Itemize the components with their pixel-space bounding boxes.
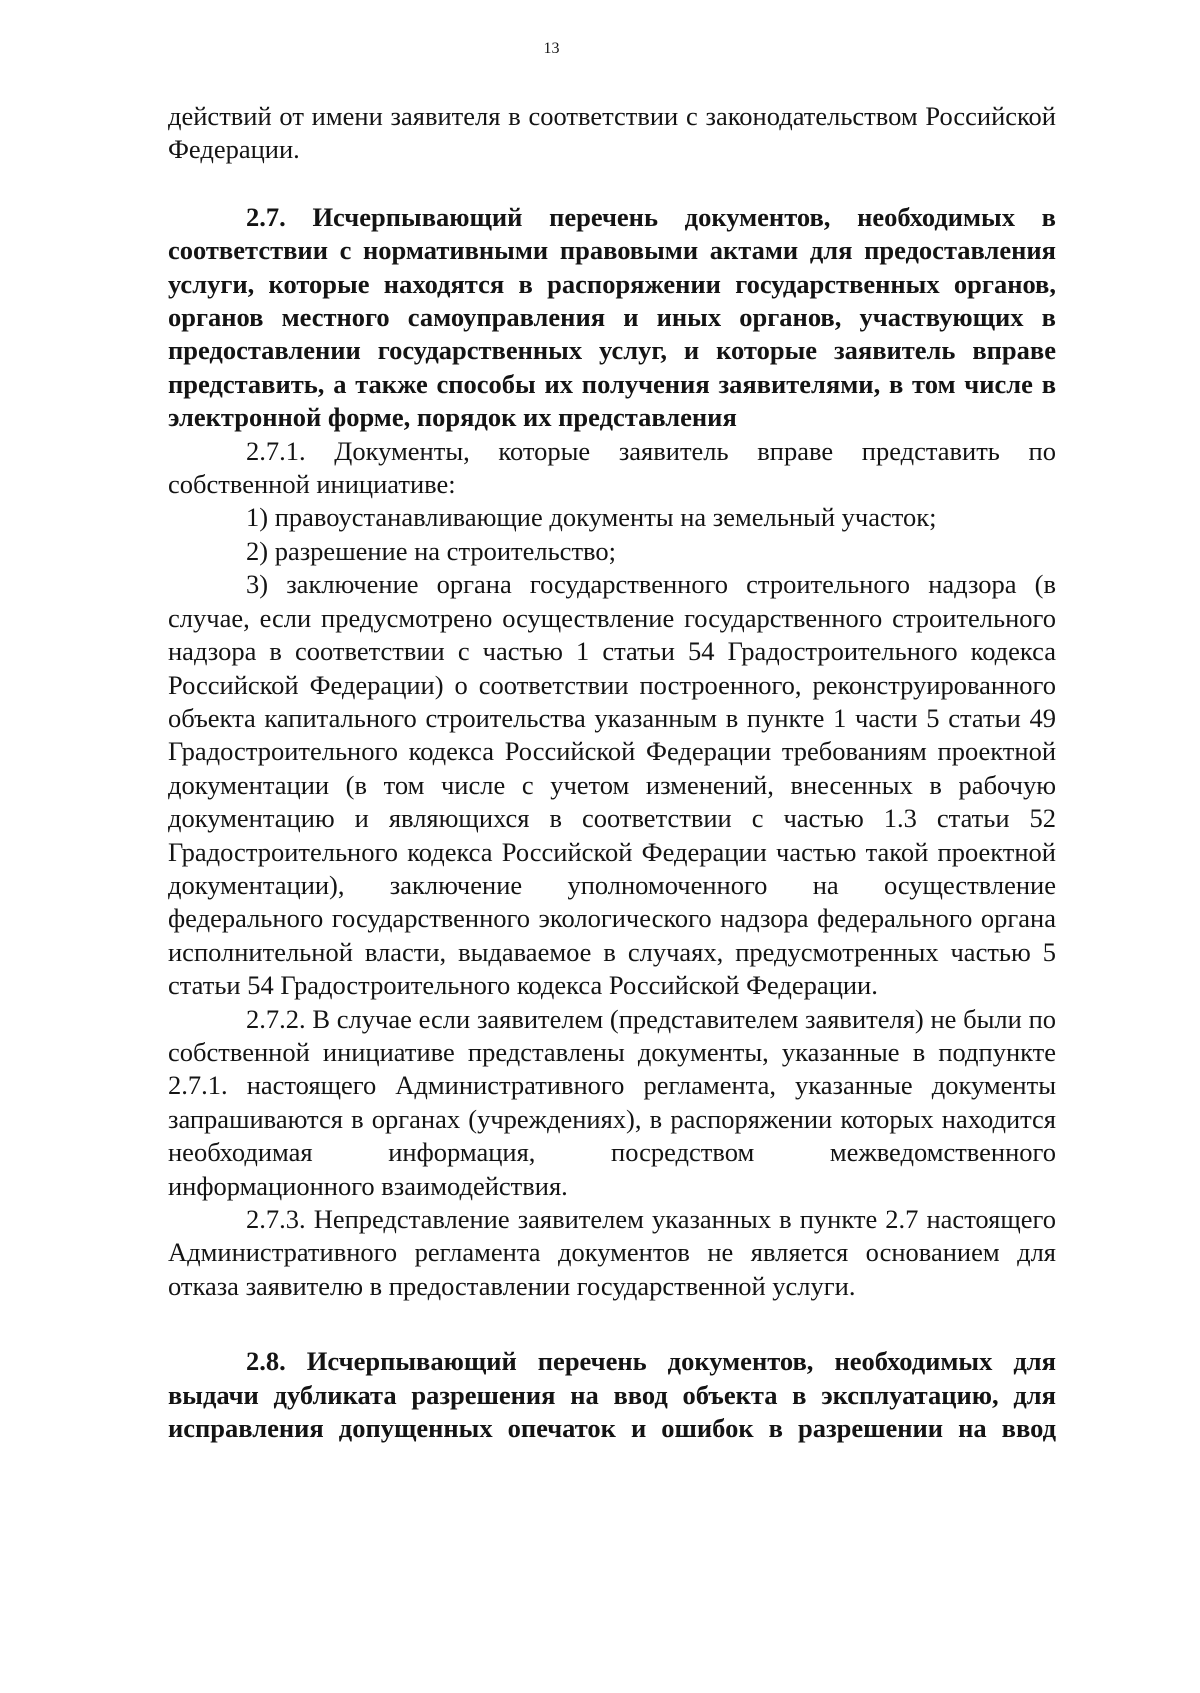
paragraph-2-7-2: 2.7.2. В случае если заявителем (представителем заявителя) не были по собственной инициативе представлены документы, указанные в подпункте 2.7.1. настоящего Административного регламента, указанные документы запрашиваются в органах (учреждениях), в распоряжении которых находится необходимая информация, посредством межведомственного информационного взаимодействия. <box>168 1003 1056 1201</box>
list-item-1: 1) правоустанавливающие документы на земельный участок; <box>246 502 937 533</box>
list-item-3: 3) заключение органа государственного строительного надзора (в случае, если предусмотрено осуществление государственного строительного надзора в соответствии с частью 1 статьи 54 Градостроительного кодекса Российской Федерации) о соответствии построенного, реконструированного объекта капитального строительства указанным в пункте 1 части 5 статьи 49 Градостроительного кодекса Российской Федерации требованиям проектной документации (в том числе с учетом изменений, внесенных в рабочую документацию и являющихся в соответствии с частью 1.3 статьи 52 Градостроительного кодекса Российской Федерации частью такой проектной документации), заключение уполномоченного на осуществление федерального государственного экологического надзора федерального органа исполнительной власти, выдаваемое в случаях, предусмотренных частью 5 статьи 54 Градостроительного кодекса Российской Федерации. <box>168 569 1056 1001</box>
section-heading-2-8: 2.8. Исчерпывающий перечень документов, необходимых для выдачи дубликата разрешения на ввод объекта в эксплуатацию, для исправления допущенных опечаток и ошибок в разрешении на ввод <box>168 1346 1056 1444</box>
page-number: 13 <box>543 40 560 57</box>
document-body <box>168 100 1056 1445</box>
section-heading-2-7: 2.7. Исчерпывающий перечень документов, необходимых в соответствии с нормативными правовыми актами для предоставления услуги, которые находятся в распоряжении государственных органов, органов местного самоуправления и иных органов, участвующих в предоставлении государственных услуг, и которые заявитель вправе представить, а также способы их получения заявителями, в том числе в электронной форме, порядок их представления <box>168 201 1056 433</box>
paragraph-2-7-3: 2.7.3. Непредставление заявителем указанных в пункте 2.7 настоящего Административного регламента документов не является основанием для отказа заявителю в предоставлении государственной услуги. <box>168 1204 1056 1301</box>
paragraph-intro: действий от имени заявителя в соответствии с законодательством Российской Федерации. <box>168 101 1056 165</box>
paragraph-2-7-1: 2.7.1. Документы, которые заявитель вправе представить по собственной инициативе: <box>168 435 1056 500</box>
list-item-2: 2) разрешение на строительство; <box>246 535 616 566</box>
